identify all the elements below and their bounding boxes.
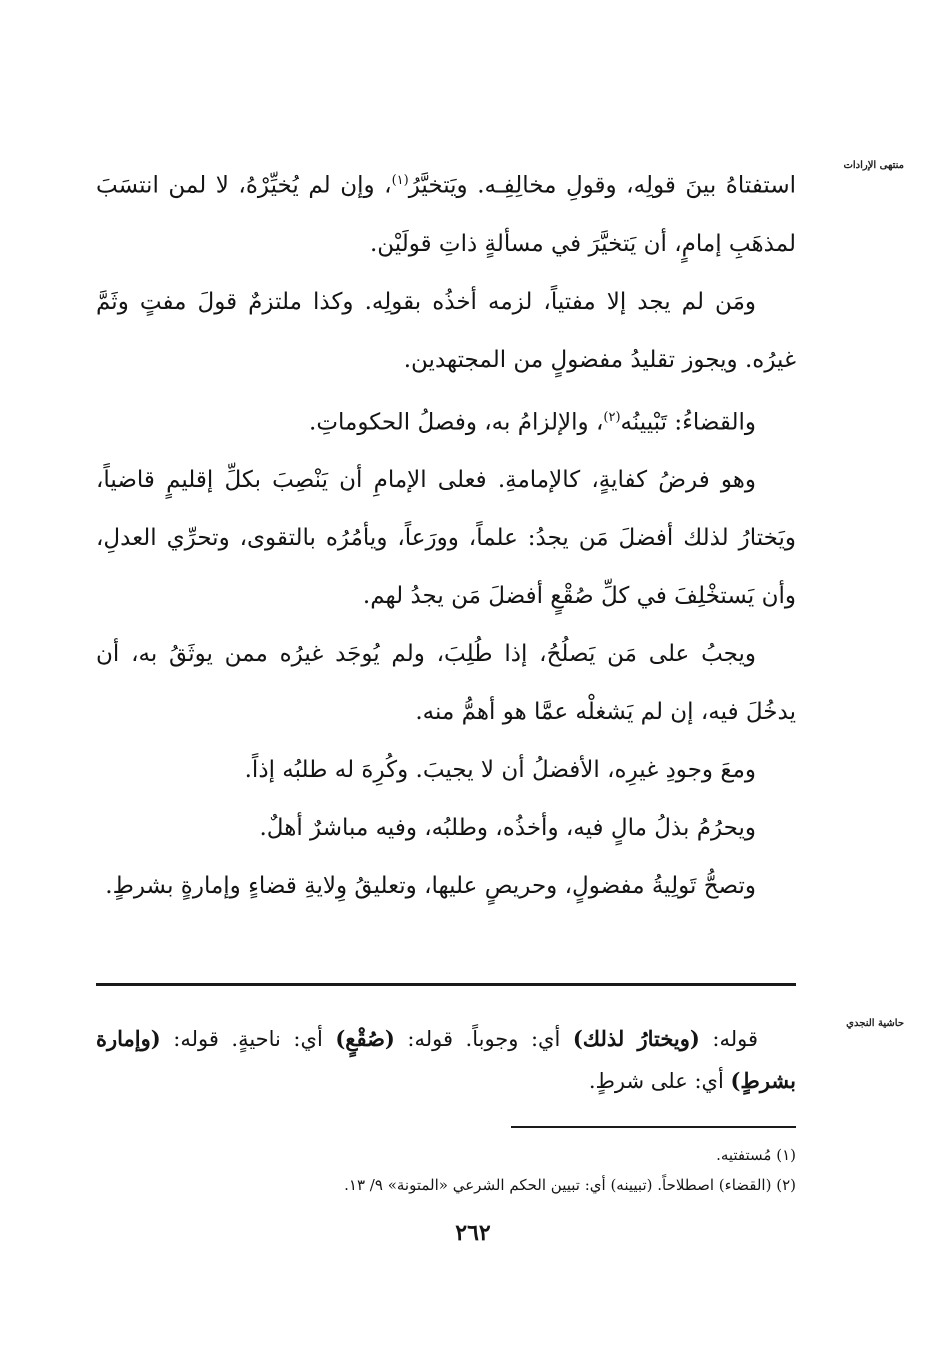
text-segment: وثَمَّ غيرُه. ويجوز تقليدُ مفضولٍ من المجتهدين. [96,288,796,373]
text-segment: انتسَبَ لمذهَبِ إمامٍ، أن يَتخيَّرَ في مسألةٍ ذاتِ قولَيْن. [96,172,796,257]
page-number: ٢٦٢ [455,1220,491,1246]
text-segment: والقضاءُ: تَبْيينُه [620,409,756,436]
main-text-body [96,152,796,915]
text-segment: وتصحُّ تَولِيةُ مفضولٍ، وحريصٍ عليها، وتعليقُ وِلايةِ قضاءٍ [248,873,756,900]
footnote-2: (٢) (القضاء) اصطلاحاً. (تبيينه) أي: تبيين الحكم الشرعي «المتونة» ٩/ ١٣. [344,1176,796,1194]
footnote-marker-1[interactable]: (١) [391,173,409,188]
text-segment: ويجبُ على مَن يَصلُحُ، إذا طُلِبَ، ولم يُوجَد غيرُه ممن يوثَقُ به، [131,641,757,668]
text-segment: ومَن لم يجد إلا مفتياً، لزمه أخذُه بقولِه. وكذا ملتزمٌ قولَ مفتٍ [139,288,756,315]
paragraph-qada-definition [96,389,796,452]
text-segment: وإمارةٍ بشرطٍ. [105,873,241,900]
text-segment: استفتاهُ بينَ قولِه، وقولِ مخالِفِـه. ويَتخيَّرُ [408,172,797,199]
paragraph-yahrum: ويحرُمُ بذلُ مالٍ فيه، وأخذُه، وطلبُه، وفيه مباشرٌ أهلٌ. [259,815,756,842]
text-segment: وهو فرضُ كفايةٍ، كالإمامةِ. فعلى الإمامِ أن يَنْصِبَ بكلِّ إقليمٍ [166,467,756,494]
footnotes [96,1140,796,1200]
commentary-lemma: (ويختارُ لذلك) [572,1026,700,1051]
paragraph-mufti [96,273,796,389]
text-segment: قاضياً، ويَختارُ لذلك أفضلَ مَن يجدُ: علماً، وورَعاً، ويأمُرُه بالتقوى، [96,467,797,552]
paragraph-fard-kifaya [96,451,796,625]
running-head-hashiya: حاشية النجدي [846,1018,904,1029]
text-segment: ، وإن لم يُخيِّرْهُ، لا لمن [168,172,392,199]
commentary-text: قوله: [699,1027,759,1051]
hashiya-commentary [96,1018,796,1102]
footnote-1: (١) مُستفتيه. [716,1146,796,1164]
text-segment: ، والإلزامُ به، وفصلُ الحكوماتِ. [309,409,604,436]
commentary-text: أي: على شرطٍ. [588,1069,731,1093]
commentary-text: أي: ناحيةٍ. قوله: [160,1027,336,1051]
commentary-text: أي: وجوباً. قوله: [394,1027,573,1051]
section-divider [96,983,796,986]
paragraph-afdal: ومعَ وجودِ غيرِه، الأفضلُ أن لا يجيبَ. وكُرِهَ له طلبُه إذاً. [244,757,756,784]
paragraph-wajib [96,625,796,741]
commentary-lemma: (صُقْعٍ) [335,1026,395,1051]
paragraph-istifta [96,152,796,273]
footnote-marker-2[interactable]: (٢) [603,409,621,425]
text-segment: أن يدخُلَ فيه، إن لم يَشغلْه عمَّا هو أهمُّ منه. [96,641,796,726]
text-segment: وتحرِّي العدلِ، وأن يَستخْلِفَ في كلِّ صُقْعٍ أفضلَ مَن يجدُ لهم. [96,525,796,610]
running-head-matn: منتهى الإرادات [843,160,904,171]
commentary-lemma: (وإمارة بشرطٍ) [96,1026,796,1093]
footnote-rule [511,1126,796,1128]
paragraph-tawliya [96,857,796,915]
